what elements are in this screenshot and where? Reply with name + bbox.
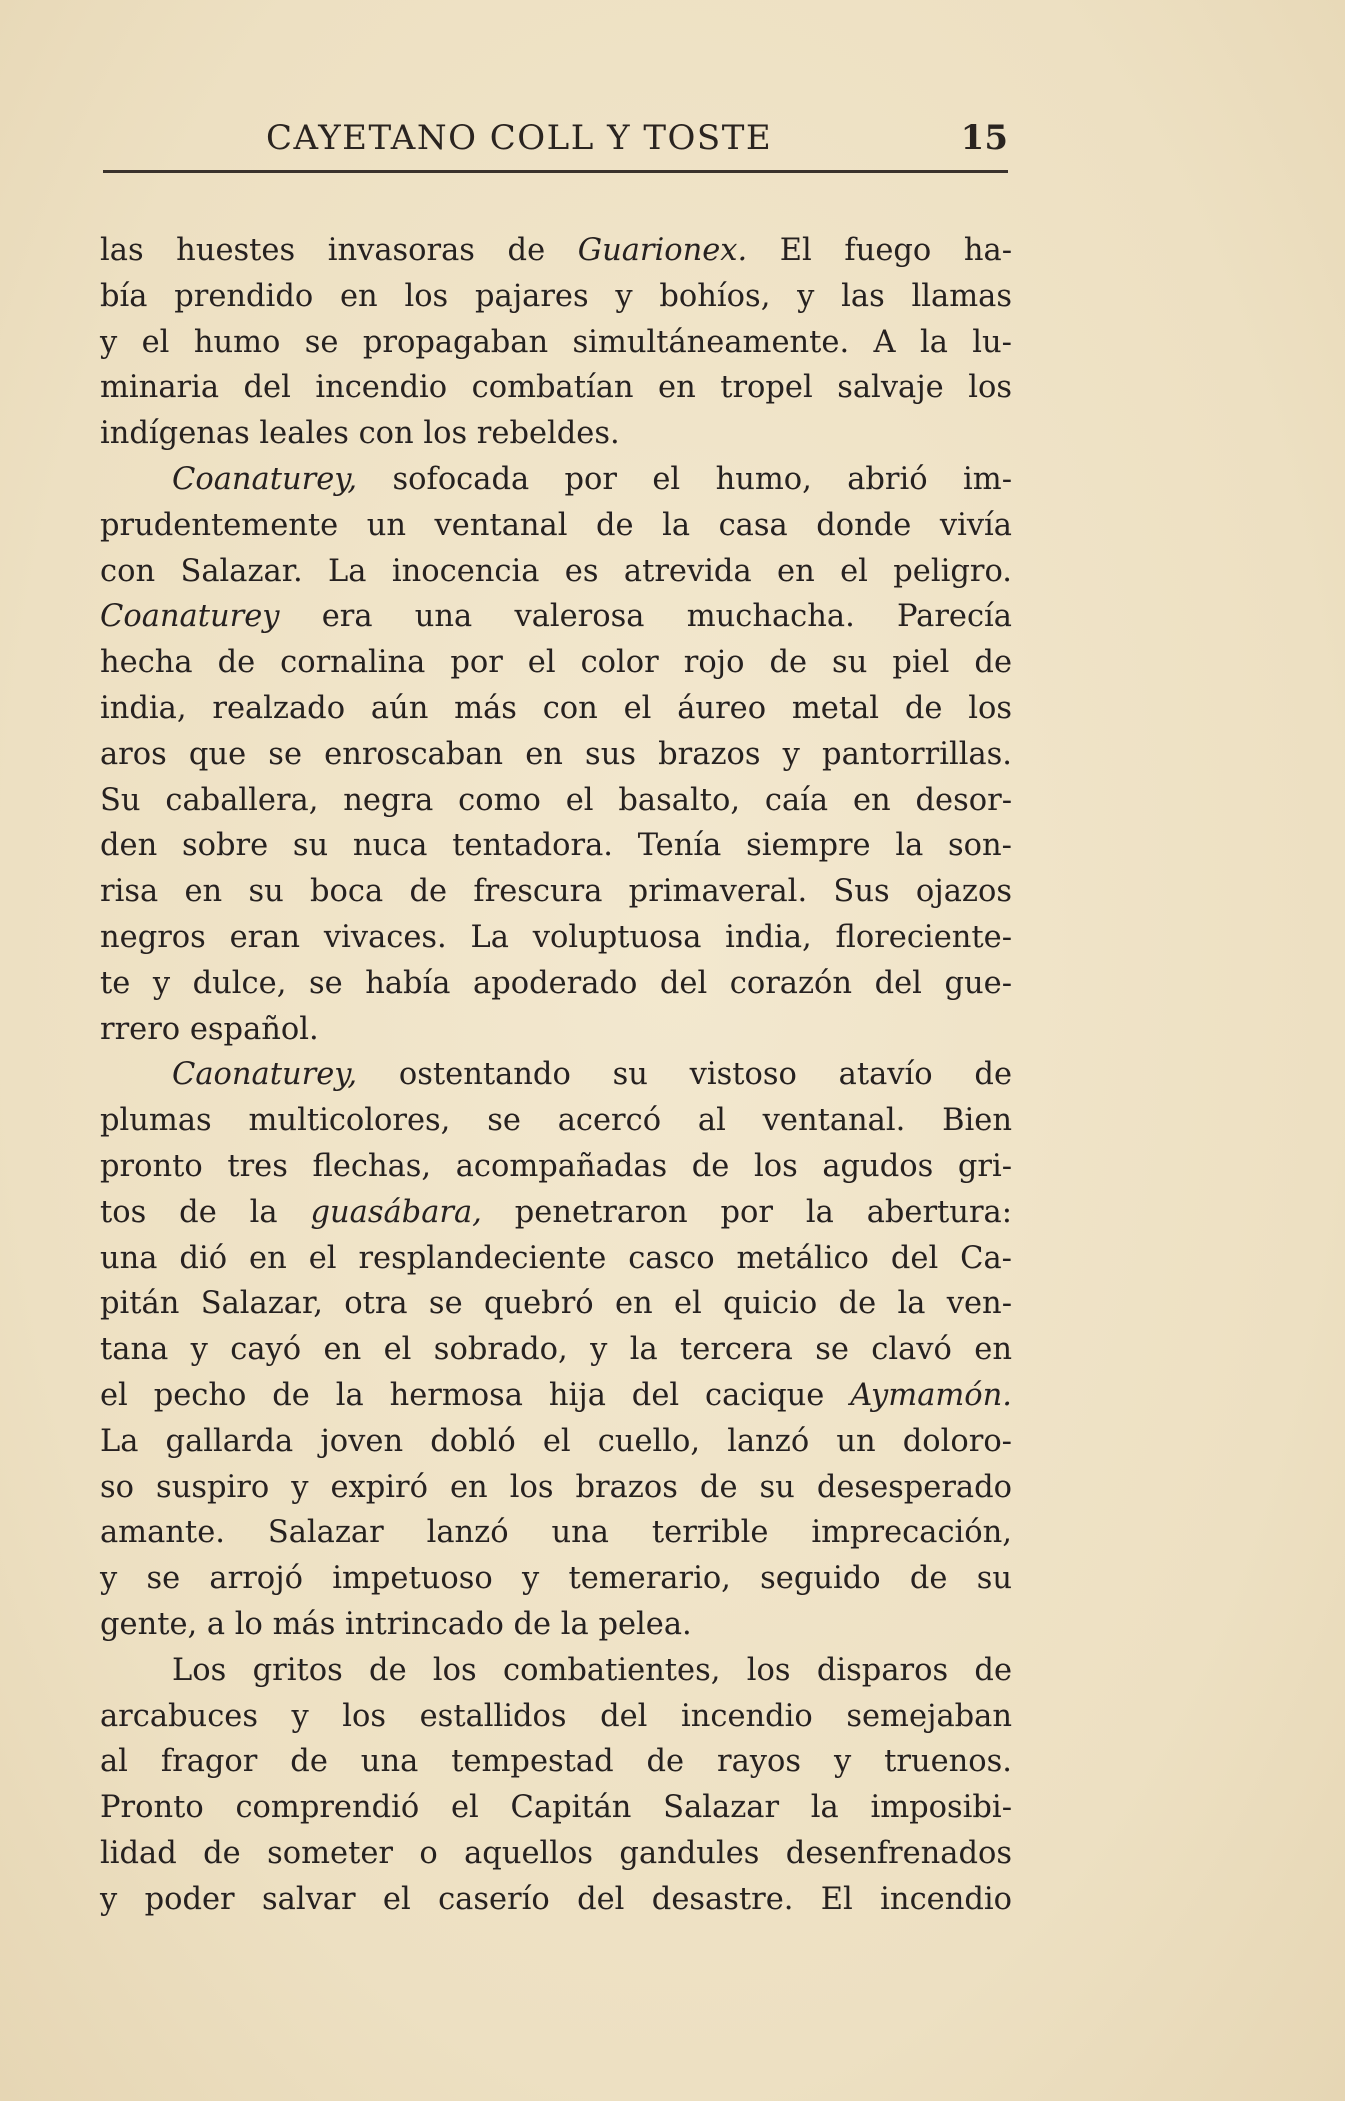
text-line	[100, 686, 1012, 732]
text-segment: Pronto comprendió el Capitán Salazar la imposibi-	[100, 1790, 1012, 1826]
text-line	[100, 549, 1012, 595]
text-line	[100, 823, 1012, 869]
text-line	[100, 1373, 1012, 1419]
text-line	[100, 1465, 1012, 1511]
text-segment: rrero español.	[100, 1011, 319, 1047]
text-segment: pitán Salazar, otra se quebró en el quicio de la ven-	[100, 1286, 1012, 1322]
text-segment: arcabuces y los estallidos del incendio semejaban	[100, 1698, 1012, 1734]
text-line	[100, 1694, 1012, 1740]
text-segment: den sobre su nuca tentadora. Tenía siempre la son-	[100, 828, 1012, 864]
text-line	[100, 1281, 1012, 1327]
header-rule	[103, 170, 1008, 173]
text-segment: penetraron por la abertura:	[481, 1194, 1012, 1230]
page-number: 15	[960, 118, 1008, 158]
text-line	[100, 1052, 1012, 1098]
page-header	[103, 118, 1008, 162]
text-segment: negros eran vivaces. La voluptuosa india, floreciente-	[100, 919, 1012, 955]
text-segment: era una valerosa muchacha. Parecía	[279, 599, 1012, 635]
italic-term: Coanaturey,	[172, 461, 358, 497]
text-line	[100, 1556, 1012, 1602]
body-text	[100, 228, 1012, 1922]
text-segment: pronto tres flechas, acompañadas de los agudos gri-	[100, 1148, 1012, 1184]
text-line	[100, 1602, 1012, 1648]
italic-term: Caonaturey,	[172, 1057, 358, 1093]
text-line	[100, 1098, 1012, 1144]
text-line	[100, 1739, 1012, 1785]
text-segment: las huestes invasoras de	[100, 233, 578, 268]
text-segment: risa en su boca de frescura primaveral. Sus ojazos	[100, 874, 1012, 910]
italic-term: guasábara,	[310, 1194, 482, 1230]
text-line	[100, 411, 1012, 457]
text-line	[100, 320, 1012, 366]
text-line	[100, 915, 1012, 961]
text-segment: ostentando su vistoso atavío de	[357, 1057, 1012, 1093]
text-segment: La gallarda joven dobló el cuello, lanzó un doloro-	[100, 1423, 1012, 1459]
text-line	[100, 1144, 1012, 1190]
text-segment: te y dulce, se había apoderado del corazón del gue-	[100, 965, 1012, 1001]
text-segment: el pecho de la hermosa hija del cacique	[100, 1377, 851, 1413]
text-line	[100, 1190, 1012, 1236]
text-segment: sofocada por el humo, abrió im-	[357, 461, 1012, 497]
text-line	[100, 961, 1012, 1007]
text-line	[100, 640, 1012, 686]
text-segment: y el humo se propagaban simultáneamente. A la lu-	[100, 324, 1012, 360]
text-segment: lidad de someter o aquellos gandules desenfrenados	[100, 1835, 1012, 1871]
text-line	[100, 503, 1012, 549]
text-segment: bía prendido en los pajares y bohíos, y las llamas	[100, 278, 1012, 314]
text-line	[100, 869, 1012, 915]
text-line	[100, 457, 1012, 503]
text-segment: so suspiro y expiró en los brazos de su desesperado	[100, 1469, 1012, 1505]
text-segment: al fragor de una tempestad de rayos y truenos.	[100, 1744, 1012, 1780]
text-line	[100, 1236, 1012, 1282]
text-segment: prudentemente un ventanal de la casa donde vivía	[100, 507, 1012, 543]
text-line	[100, 1831, 1012, 1877]
text-line	[100, 1510, 1012, 1556]
text-line	[100, 778, 1012, 824]
text-segment: tana y cayó en el sobrado, y la tercera se clavó en	[100, 1332, 1012, 1368]
text-segment: minaria del incendio combatían en tropel salvaje los	[100, 370, 1012, 406]
text-segment: hecha de cornalina por el color rojo de su piel de	[100, 645, 1012, 681]
text-segment: indígenas leales con los rebeldes.	[100, 416, 620, 452]
text-segment: y se arrojó impetuoso y temerario, seguido de su	[100, 1561, 1012, 1597]
text-line	[100, 1007, 1012, 1053]
italic-term: Guarionex.	[577, 233, 748, 268]
text-segment: una dió en el resplandeciente casco metálico del Ca-	[100, 1240, 1012, 1276]
text-segment: Los gritos de los combatientes, los disparos de	[172, 1652, 1012, 1688]
text-line	[100, 1419, 1012, 1465]
italic-term: Coanaturey	[100, 599, 280, 635]
text-line	[100, 594, 1012, 640]
text-line	[100, 228, 1012, 274]
text-segment: Su caballera, negra como el basalto, caía en desor-	[100, 782, 1012, 818]
text-segment: gente, a lo más intrincado de la pelea.	[100, 1606, 692, 1642]
text-segment: y poder salvar el caserío del desastre. El incendio	[100, 1881, 1012, 1917]
text-segment: El fuego ha-	[747, 233, 1012, 268]
text-segment: aros que se enroscaban en sus brazos y pantorrillas.	[100, 736, 1012, 772]
text-segment: plumas multicolores, se acercó al ventanal. Bien	[100, 1103, 1012, 1139]
text-line	[100, 365, 1012, 411]
italic-term: Aymamón.	[850, 1377, 1012, 1413]
text-line	[100, 1785, 1012, 1831]
text-line	[100, 1877, 1012, 1923]
text-segment: amante. Salazar lanzó una terrible imprecación,	[100, 1515, 1012, 1551]
text-line	[100, 732, 1012, 778]
text-line	[100, 1648, 1012, 1694]
text-segment: india, realzado aún más con el áureo metal de los	[100, 690, 1012, 726]
text-line	[100, 1327, 1012, 1373]
text-segment: con Salazar. La inocencia es atrevida en el peligro.	[100, 553, 1012, 589]
text-line	[100, 274, 1012, 320]
text-segment: tos de la	[100, 1194, 311, 1230]
running-title: CAYETANO COLL Y TOSTE	[266, 118, 773, 158]
